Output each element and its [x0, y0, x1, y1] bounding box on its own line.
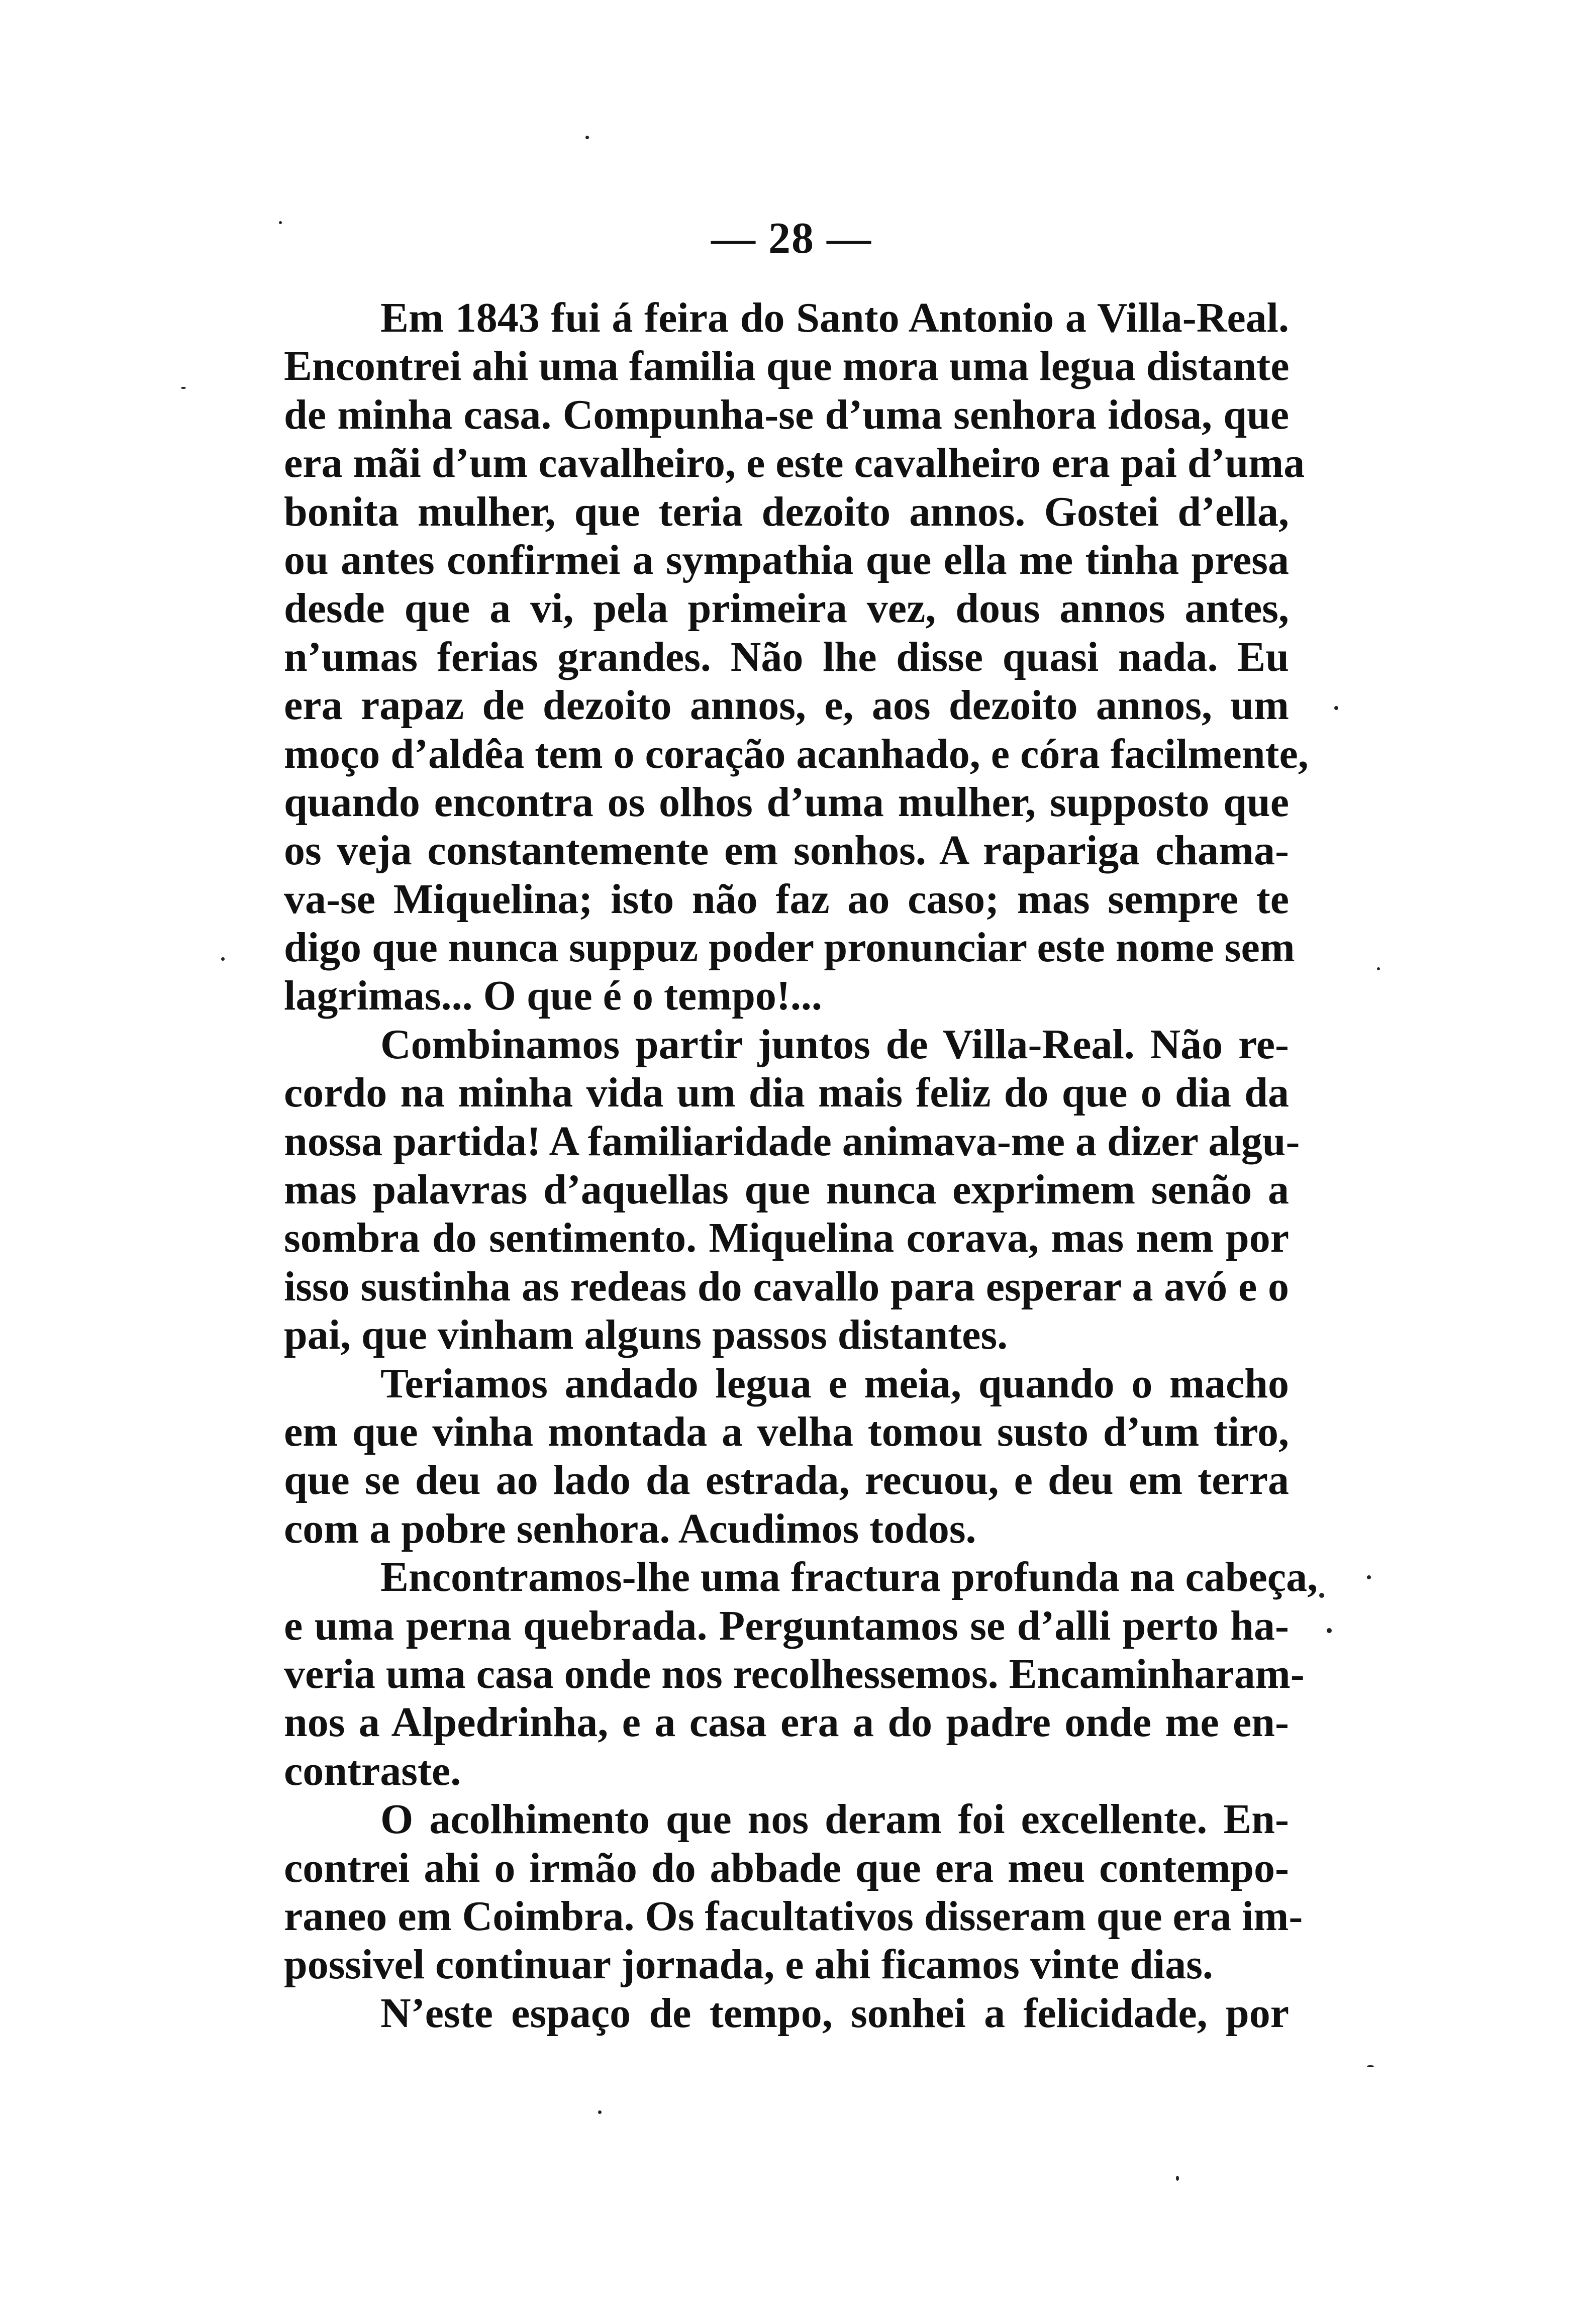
scan-speck	[585, 136, 589, 139]
scan-speck	[1176, 2176, 1179, 2181]
text-line: de minha casa. Compunha-se d’uma senhora idosa, que	[284, 391, 1289, 438]
text-line: nossa partida! A familiaridade animava-me a dizer algu-	[284, 1118, 1300, 1165]
text-line: Combinamos partir juntos de Villa-Real. Não re-	[380, 1021, 1289, 1068]
text-line: mas palavras d’aquellas que nunca exprimem senão a	[284, 1166, 1289, 1214]
text-line: com a pobre senhora. Acudimos todos.	[284, 1505, 976, 1552]
text-line: cordo na minha vida um dia mais feliz do que o dia da	[284, 1069, 1289, 1117]
text-line: lagrimas... O que é o tempo!...	[284, 972, 822, 1020]
page-number: — 28 —	[711, 214, 872, 263]
scan-speck	[1367, 2065, 1374, 2067]
text-line: era mãi d’um cavalheiro, e este cavalheiro era pai d’uma	[284, 440, 1305, 487]
text-line: nos a Alpedrinha, e a casa era a do padre onde me en-	[284, 1699, 1289, 1746]
scan-speck	[279, 221, 282, 224]
text-line: ou antes confirmei a sympathia que ella me tinha presa	[284, 536, 1289, 583]
text-line: e uma perna quebrada. Perguntamos se d’alli perto ha-	[284, 1602, 1289, 1649]
text-line: Encontramos-lhe uma fractura profunda na cabeça,	[380, 1554, 1318, 1601]
text-line: n’umas ferias grandes. Não lhe disse quasi nada. Eu	[284, 633, 1289, 680]
scan-speck	[1367, 1575, 1371, 1579]
text-line: Teriamos andado legua e meia, quando o macho	[380, 1360, 1289, 1407]
text-line: bonita mulher, que teria dezoito annos. Gostei d’ella,	[284, 488, 1289, 535]
text-line: moço d’aldêa tem o coração acanhado, e córa facilmente,	[284, 730, 1309, 777]
text-line: raneo em Coimbra. Os facultativos disseram que era im-	[284, 1892, 1303, 1940]
text-line: quando encontra os olhos d’uma mulher, supposto que	[284, 778, 1289, 826]
text-line: contraste.	[284, 1747, 461, 1794]
text-line: sombra do sentimento. Miquelina corava, mas nem por	[284, 1215, 1289, 1262]
scan-speck	[1319, 1593, 1324, 1598]
text-line: O acolhimento que nos deram foi excellente. En-	[380, 1796, 1289, 1843]
text-line: isso sustinha as redeas do cavallo para esperar a avó e o	[284, 1263, 1289, 1310]
text-line: Encontrei ahi uma familia que mora uma legua distante	[284, 343, 1290, 390]
text-line: em que vinha montada a velha tomou susto d’um tiro,	[284, 1408, 1289, 1455]
scan-speck	[1377, 967, 1380, 970]
text-line: que se deu ao lado da estrada, recuou, e deu em terra	[284, 1457, 1289, 1504]
text-line: pai, que vinham alguns passos distantes.	[284, 1311, 1008, 1359]
text-line: os veja constantemente em sonhos. A rapariga chama-	[284, 827, 1289, 874]
text-line: va-se Miquelina; isto não faz ao caso; mas sempre te	[284, 875, 1289, 923]
text-line: digo que nunca suppuz poder pronunciar este nome sem	[284, 924, 1295, 971]
text-line: era rapaz de dezoito annos, e, aos dezoito annos, um	[284, 682, 1289, 729]
scan-speck	[221, 957, 225, 961]
text-line: veria uma casa onde nos recolhessemos. Encaminharam-	[284, 1650, 1305, 1697]
text-line: N’este espaço de tempo, sonhei a felicidade, por	[380, 1989, 1289, 2037]
text-line: possivel continuar jornada, e ahi ficamos vinte dias.	[284, 1941, 1213, 1988]
scan-speck	[181, 387, 186, 389]
scan-speck	[1327, 1628, 1332, 1633]
scan-speck	[1334, 706, 1338, 710]
scan-speck	[598, 2110, 602, 2114]
text-line: desde que a vi, pela primeira vez, dous annos antes,	[284, 585, 1289, 632]
body-text	[284, 294, 1318, 2038]
text-line: contrei ahi o irmão do abbade que era meu contempo-	[284, 1844, 1289, 1891]
text-line: Em 1843 fui á feira do Santo Antonio a Villa-Real.	[380, 294, 1289, 341]
